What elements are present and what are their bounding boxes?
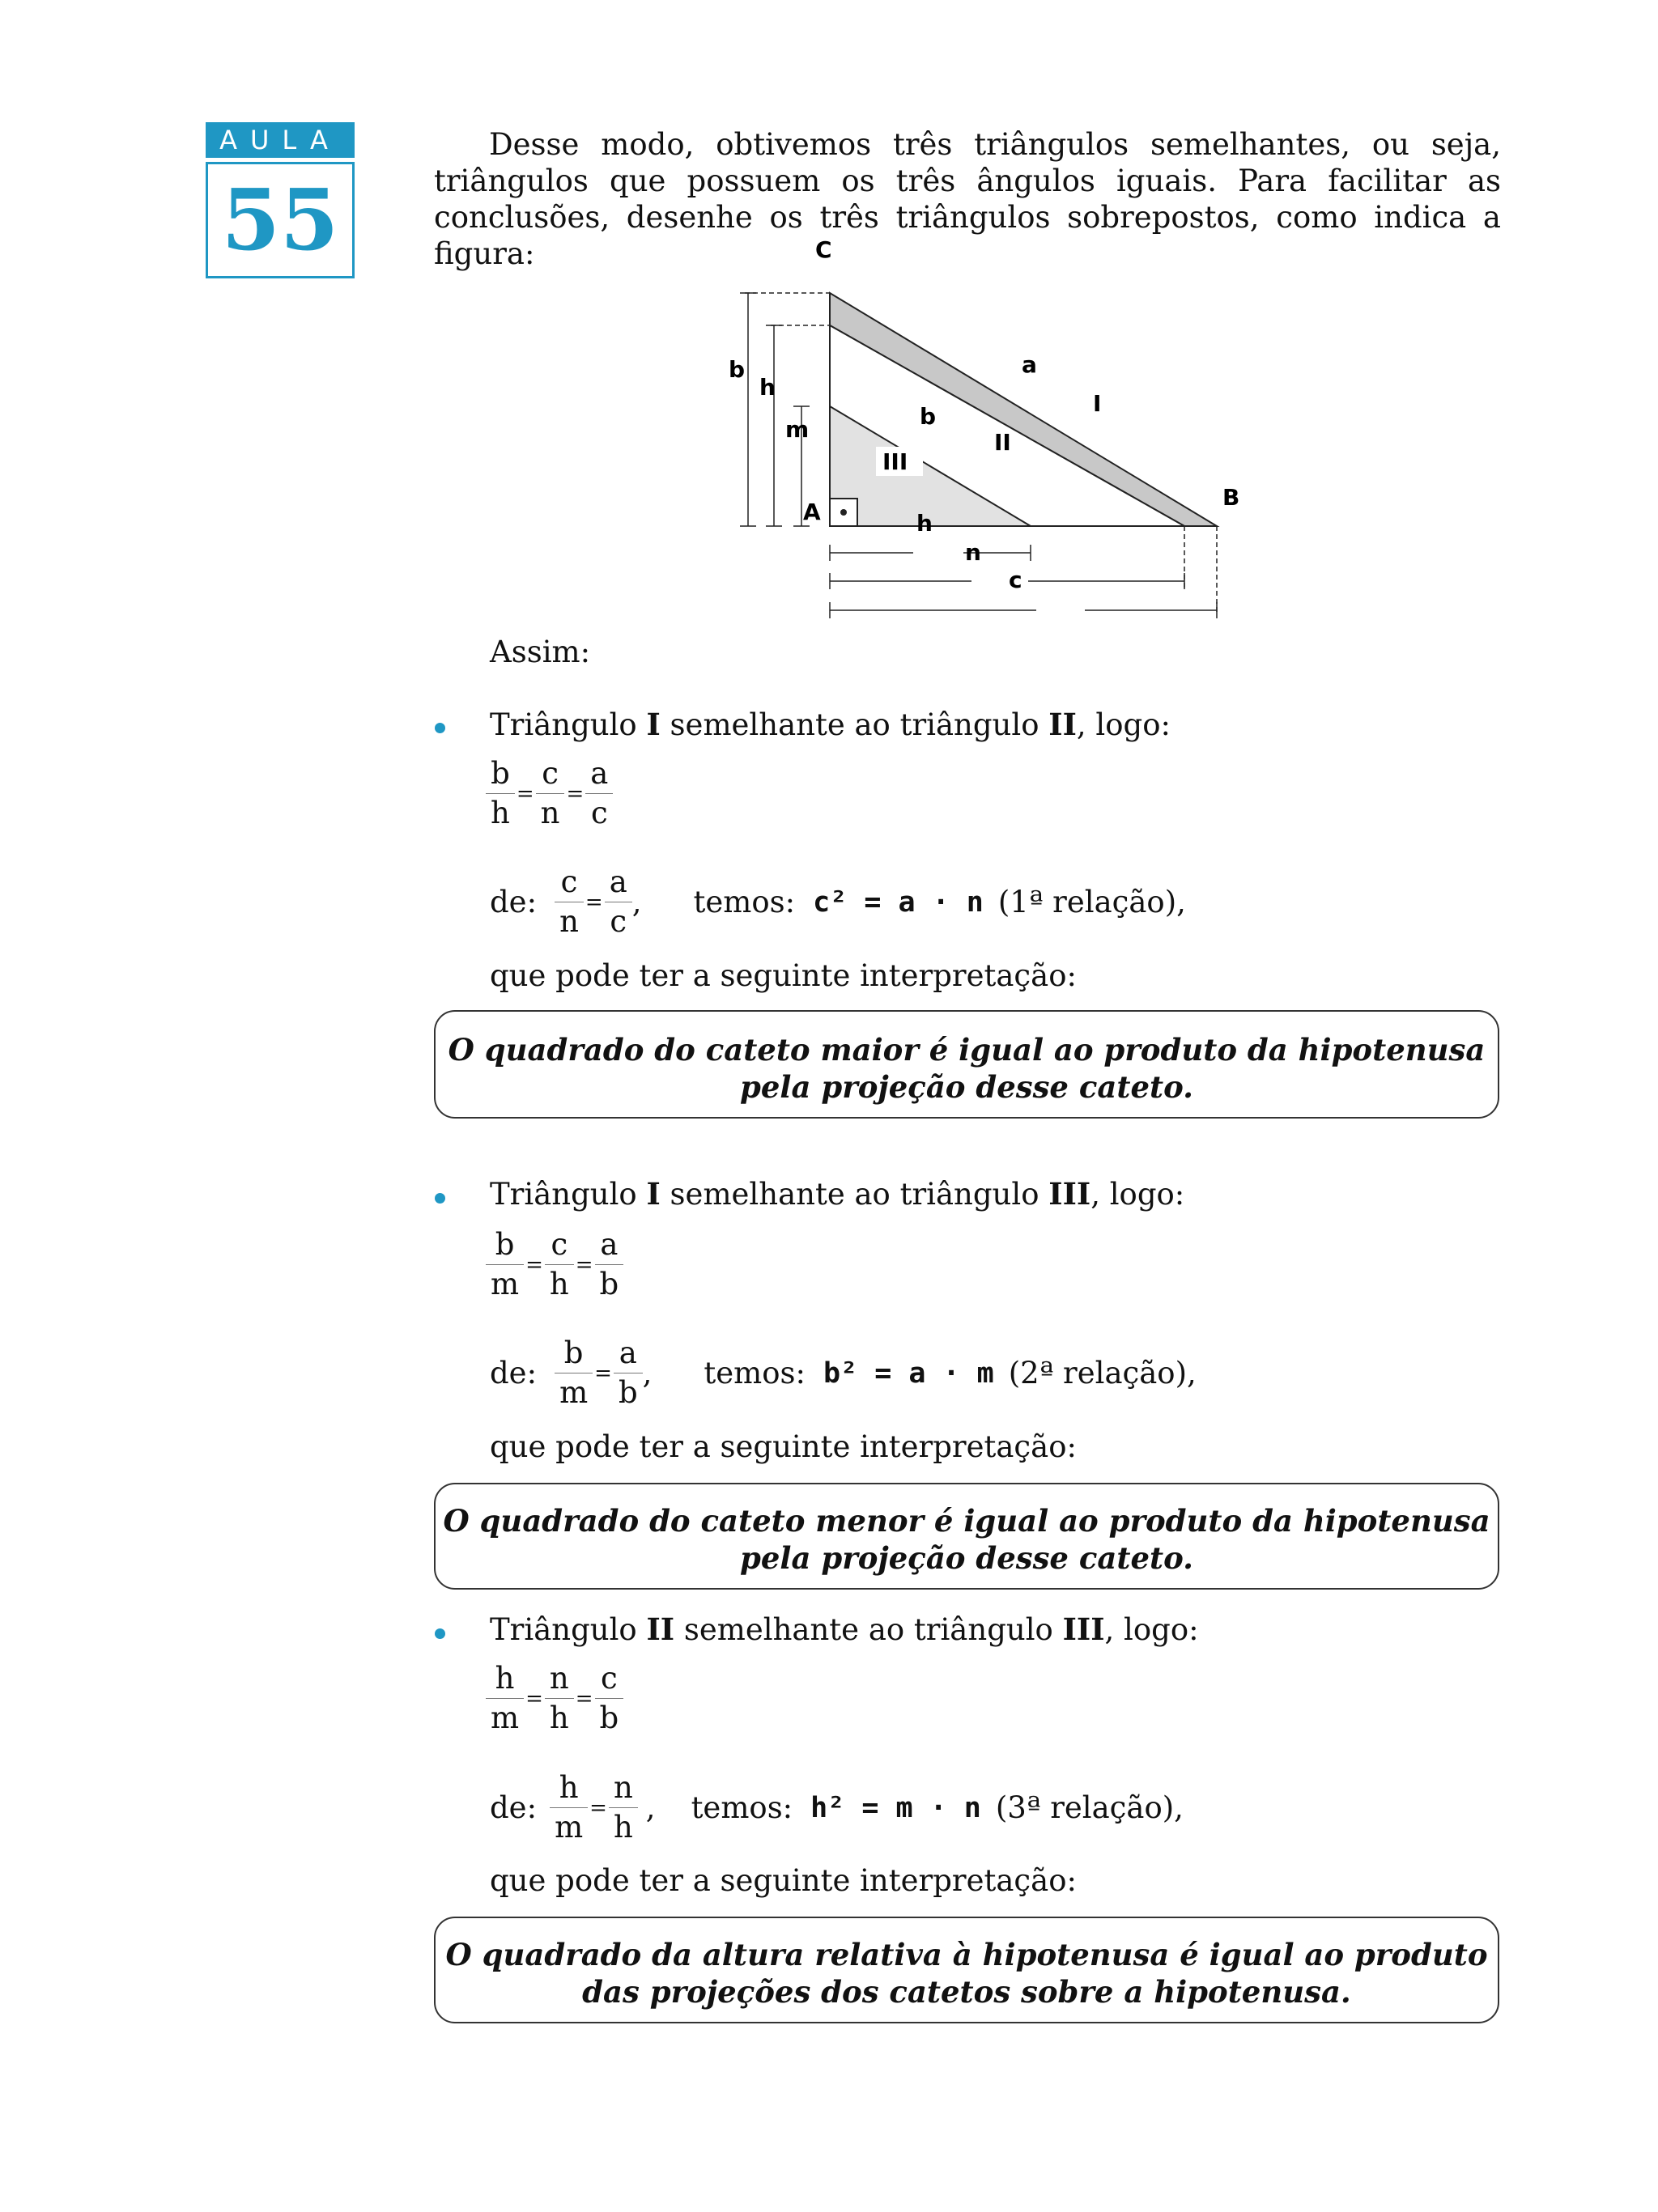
section-1-box: O quadrado do cateto maior é igual ao produto da hipotenusa pela projeção desse cateto.: [434, 1010, 1499, 1119]
assim-text: Assim:: [490, 635, 591, 669]
section-3-interp: que pode ter a seguinte interpretação:: [490, 1863, 1077, 1898]
section-1-interp: que pode ter a seguinte interpretação:: [490, 958, 1077, 993]
triangle-I-label: I: [1093, 390, 1102, 417]
vertex-A-label: A: [803, 499, 821, 525]
ratio: $\frac{a}{b}$: [595, 1225, 624, 1304]
section-1-ratios: $\frac{b}{h}$ = $\frac{c}{n}$ = $\frac{a}{c}$: [486, 754, 613, 833]
ratio: $\frac{b}{m}$: [486, 1225, 524, 1304]
section-1-heading: Triângulo I semelhante ao triângulo II, logo:: [490, 707, 1171, 742]
section-3-heading: Triângulo II semelhante ao triângulo III, logo:: [490, 1611, 1199, 1647]
vertex-C-label: C: [815, 236, 832, 263]
lesson-number: 55: [206, 162, 355, 278]
dim-b-label: b: [729, 356, 746, 383]
lesson-label: AULA: [206, 122, 355, 158]
section-1-derivation: de: $\frac{c}{n}$ = $\frac{a}{c}$ , temos: c² = a · n (1ª relação),: [490, 864, 1186, 939]
ratio: $\frac{h}{m}$: [486, 1659, 524, 1738]
section-2-box: O quadrado do cateto menor é igual ao produto da hipotenusa pela projeção desse cateto.: [434, 1483, 1499, 1590]
vertex-B-label: B: [1222, 484, 1240, 511]
formula-1: c² = a · n: [813, 885, 984, 919]
dim-n-label: n: [965, 539, 981, 566]
triangle-II-label: II: [994, 429, 1011, 456]
ratio: $\frac{n}{h}$: [545, 1659, 574, 1738]
section-2-ratios: $\frac{b}{m}$ = $\frac{c}{h}$ = $\frac{a}{b}$: [486, 1225, 623, 1304]
ratio: $\frac{c}{h}$: [545, 1225, 574, 1304]
side-b-inner-label: b: [920, 403, 937, 430]
section-2-derivation: de: $\frac{b}{m}$ = $\frac{a}{b}$ , temos: b² = a · m (2ª relação),: [490, 1335, 1197, 1410]
dim-m-label: m: [785, 416, 810, 443]
section-3-derivation: de: $\frac{h}{m}$ = $\frac{n}{h}$ , temos: h² = m · n (3ª relação),: [490, 1770, 1184, 1845]
bullet-1: [435, 723, 445, 733]
ratio: $\frac{a}{c}$: [585, 754, 613, 833]
ratio: $\frac{c}{n}$: [536, 754, 565, 833]
dim-c-label: c: [1009, 567, 1022, 593]
bullet-2: [435, 1193, 445, 1204]
ratio: $\frac{b}{h}$: [486, 754, 515, 833]
side-a-label: a: [1022, 351, 1037, 378]
formula-3: h² = m · n: [810, 1791, 981, 1824]
dim-h-label: h: [759, 374, 776, 401]
section-3-ratios: $\frac{h}{m}$ = $\frac{n}{h}$ = $\frac{c}{b}$: [486, 1659, 623, 1738]
similar-triangles-figure: [729, 235, 1247, 631]
bullet-3: [435, 1628, 445, 1639]
section-2-heading: Triângulo I semelhante ao triângulo III, logo:: [490, 1176, 1185, 1212]
ratio: $\frac{c}{b}$: [595, 1659, 624, 1738]
formula-2: b² = a · m: [823, 1356, 994, 1390]
triangle-III-label: III: [882, 448, 908, 475]
section-3-box: O quadrado da altura relativa à hipotenusa é igual ao produto das projeções dos catetos sobre a hipotenusa.: [434, 1917, 1499, 2023]
dim-h-base-label: h: [916, 510, 933, 537]
section-2-interp: que pode ter a seguinte interpretação:: [490, 1429, 1077, 1464]
intro-paragraph: Desse modo, obtivemos três triângulos semelhantes, ou seja, triângulos que possuem os três ângulos iguais. Para facilitar as conclusões, desenhe os três triângulos sobrepostos, como indica a figura:: [434, 127, 1501, 271]
